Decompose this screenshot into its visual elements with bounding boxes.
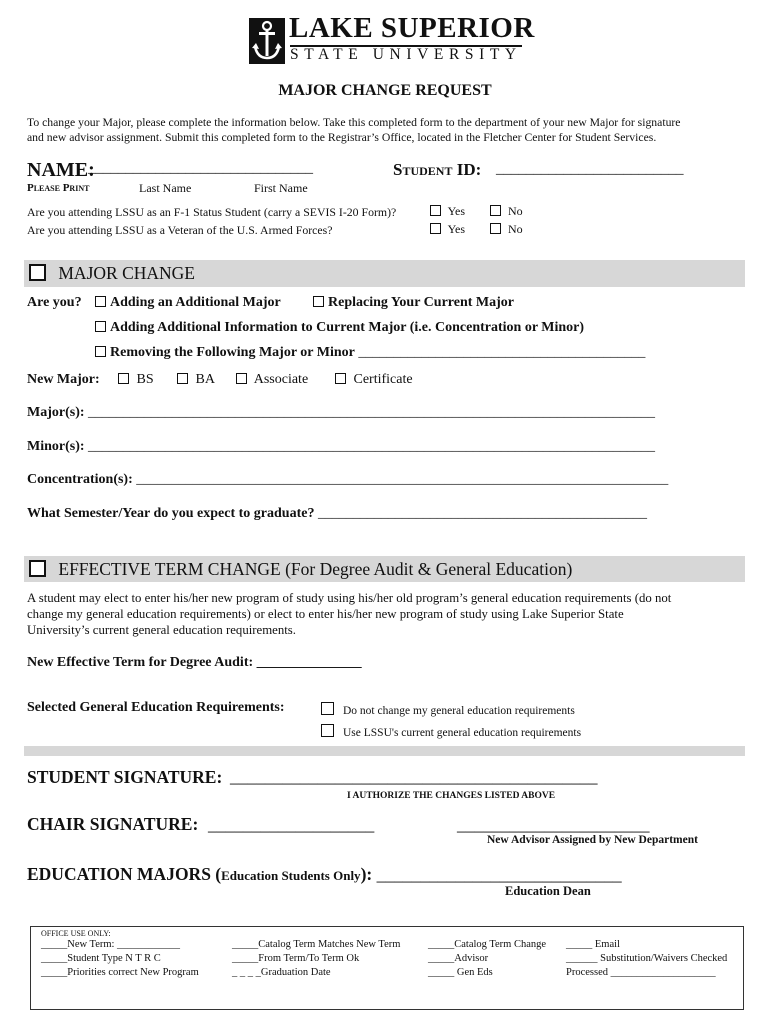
education-dean-caption: Education Dean (505, 884, 591, 898)
office-catalog-change: _____Catalog Term Change (428, 939, 547, 950)
logo-line-1: LAKE SUPERIOR (289, 12, 535, 44)
veteran-no-option[interactable] (490, 222, 523, 237)
f1-question: Are you attending LSSU as an F-1 Status Student (carry a SEVIS I-20 Form)? (27, 205, 397, 219)
education-majors-row (27, 864, 622, 885)
ba-label: BA (195, 372, 215, 387)
office-graduation-date: _ _ _ _Graduation Date (232, 967, 331, 978)
education-dean-field[interactable]: ____________________________ (376, 864, 622, 884)
effective-term-title: EFFECTIVE TERM CHANGE (For Degree Audit & General Education) (58, 559, 573, 579)
minors-label: Minor(s): (27, 439, 85, 454)
checkbox[interactable] (321, 724, 334, 737)
office-gen-eds: _____ Gen Eds (428, 967, 493, 978)
checkbox[interactable] (95, 296, 106, 307)
majors-label: Major(s): (27, 405, 85, 420)
effective-para-3: University’s current general education requirements. (27, 623, 296, 637)
use-current-option[interactable] (321, 724, 581, 739)
office-student-type: _____Student Type N T R C (41, 953, 161, 964)
minors-field[interactable]: _________________________________________________________________________________ (88, 439, 656, 454)
yes-label: Yes (447, 204, 466, 218)
removing-label: Removing the Following Major or Minor (110, 345, 355, 360)
anchor-icon (249, 18, 285, 64)
office-advisor: _____Advisor (428, 953, 489, 964)
major-change-title: MAJOR CHANGE (58, 263, 195, 283)
please-print-hint: Please Print (27, 182, 90, 194)
checkbox[interactable] (430, 205, 441, 216)
education-students-only: Education Students Only (221, 868, 361, 883)
majors-row (27, 405, 655, 421)
no-label: No (508, 222, 523, 236)
bs-option[interactable] (118, 372, 154, 388)
associate-label: Associate (253, 372, 309, 387)
office-substitutions: ______ Substitution/Waivers Checked (566, 953, 728, 964)
office-processed: Processed ____________________ (566, 967, 716, 978)
office-catalog-matches: _____Catalog Term Matches New Term (232, 939, 401, 950)
checkbox[interactable] (118, 373, 129, 384)
last-name-caption: Last Name (139, 181, 192, 195)
f1-yes-option[interactable] (430, 204, 465, 219)
checkbox[interactable] (335, 373, 346, 384)
no-change-option[interactable] (321, 702, 575, 717)
student-id-label: Student ID: (393, 160, 482, 179)
checkbox[interactable] (490, 205, 501, 216)
logo-line-2: STATE UNIVERSITY (290, 46, 522, 63)
effective-term-label: New Effective Term for Degree Audit: (27, 655, 254, 670)
intro-line-2: and new advisor assignment. Submit this completed form to the Registrar’s Office, located in the Fletcher Center for Student Services. (27, 131, 657, 144)
no-label: No (508, 204, 523, 218)
education-majors-close: ): (360, 864, 373, 884)
minors-row (27, 439, 655, 455)
major-change-checkbox[interactable] (29, 264, 46, 281)
student-id-field[interactable]: _________________________ (496, 161, 684, 177)
effective-term-checkbox[interactable] (29, 560, 46, 577)
office-use-box (30, 926, 744, 1010)
name-label: NAME: (27, 159, 95, 181)
majors-field[interactable]: _________________________________________________________________________________ (88, 405, 656, 420)
graduation-label: What Semester/Year do you expect to graduate? (27, 506, 315, 521)
graduation-field[interactable]: _______________________________________________ (317, 506, 647, 521)
chair-signature-field[interactable]: ___________________ (208, 814, 375, 834)
associate-option[interactable] (236, 372, 308, 388)
checkbox[interactable] (321, 702, 334, 715)
veteran-question: Are you attending LSSU as a Veteran of the U.S. Armed Forces? (27, 223, 333, 237)
effective-para-2: change my general education requirements) or elect to enter his/her new program of study using Lake Superior State (27, 607, 624, 621)
adding-major-label: Adding an Additional Major (110, 295, 281, 310)
checkbox[interactable] (236, 373, 247, 384)
use-current-label: Use LSSU's current general education requirements (343, 727, 582, 739)
removing-option[interactable] (95, 345, 645, 361)
effective-term-row (27, 655, 362, 671)
office-new-term: _____New Term: ____________ (41, 939, 181, 950)
are-you-label: Are you? (27, 295, 82, 310)
new-major-label: New Major: (27, 372, 100, 387)
checkbox[interactable] (490, 223, 501, 234)
replacing-major-label: Replacing Your Current Major (328, 295, 514, 310)
gen-ed-label: Selected General Education Requirements: (27, 700, 285, 715)
graduation-row (27, 506, 647, 522)
university-logo (249, 12, 535, 66)
office-priorities: _____Priorities correct New Program (41, 967, 199, 978)
form-title: MAJOR CHANGE REQUEST (278, 82, 492, 99)
effective-term-field[interactable]: _______________ (256, 655, 362, 670)
student-signature-field[interactable]: __________________________________________ (230, 766, 598, 786)
replacing-major-option[interactable] (313, 295, 514, 311)
adding-info-label: Adding Additional Information to Current Major (i.e. Concentration or Minor) (110, 320, 585, 335)
certificate-label: Certificate (353, 372, 413, 387)
concentration-field[interactable]: ____________________________________________________________________________ (136, 472, 669, 487)
office-from-to-term: _____From Term/To Term Ok (232, 953, 360, 964)
major-change-header[interactable] (29, 263, 195, 284)
checkbox[interactable] (313, 296, 324, 307)
section-divider (24, 746, 745, 756)
bs-label: BS (136, 372, 154, 387)
effective-para-1: A student may elect to enter his/her new program of study using his/her old program’s general education requirements (do not (27, 591, 672, 605)
concentration-row (27, 472, 668, 488)
intro-line-1: To change your Major, please complete the information below. Take this completed form to the department of your new Major for signature (27, 116, 681, 129)
no-change-label: Do not change my general education requirements (343, 705, 575, 717)
checkbox[interactable] (95, 321, 106, 332)
authorize-caption: I AUTHORIZE THE CHANGES LISTED ABOVE (347, 791, 556, 801)
first-name-caption: First Name (254, 181, 308, 195)
concentration-label: Concentration(s): (27, 472, 133, 487)
office-use-title: OFFICE USE ONLY: (41, 929, 111, 938)
yes-label: Yes (447, 222, 466, 236)
f1-no-option[interactable] (490, 204, 523, 219)
adding-info-option[interactable] (95, 320, 584, 336)
checkbox[interactable] (177, 373, 188, 384)
office-email: _____ Email (566, 939, 620, 950)
checkbox[interactable] (430, 223, 441, 234)
advisor-field[interactable]: ______________________ (457, 814, 650, 834)
education-majors-label: EDUCATION MAJORS ( (27, 864, 222, 884)
removing-field[interactable]: _________________________________________ (358, 345, 646, 360)
ba-option[interactable] (177, 372, 215, 388)
student-signature-label: STUDENT SIGNATURE: (27, 767, 223, 787)
advisor-caption: New Advisor Assigned by New Department (487, 834, 698, 846)
certificate-option[interactable] (335, 372, 413, 388)
name-field[interactable]: ______________________________ (88, 160, 313, 176)
checkbox[interactable] (95, 346, 106, 357)
veteran-yes-option[interactable] (430, 222, 465, 237)
adding-major-option[interactable] (95, 295, 281, 311)
effective-term-header[interactable] (29, 559, 572, 580)
chair-signature-label: CHAIR SIGNATURE: (27, 814, 199, 834)
